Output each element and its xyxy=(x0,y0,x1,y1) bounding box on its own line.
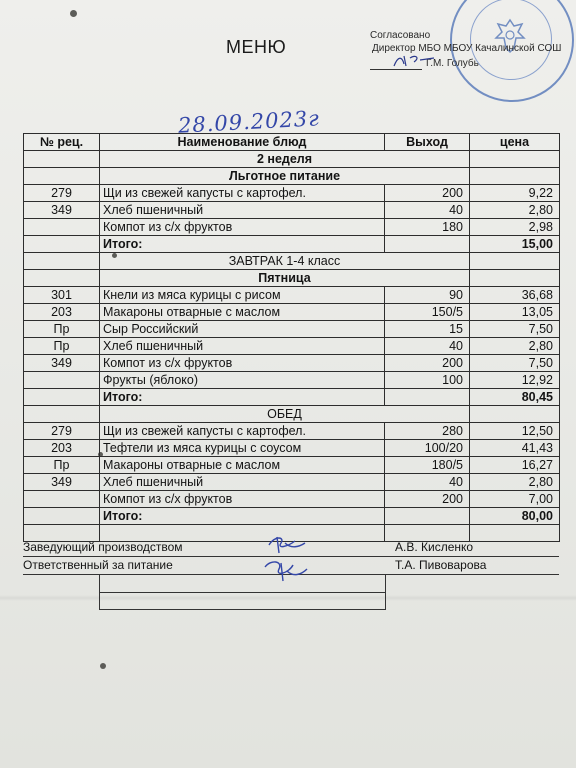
table-row xyxy=(24,185,560,202)
page-title: МЕНЮ xyxy=(226,37,287,57)
section-row xyxy=(24,270,560,287)
table-row xyxy=(24,338,560,355)
portion-size: 40 xyxy=(385,338,470,355)
portion-size: 280 xyxy=(385,423,470,440)
column-header-dish-name: Наименование блюд xyxy=(100,134,385,151)
total-row xyxy=(24,389,560,406)
portion-size: 40 xyxy=(385,474,470,491)
dish-price: 7,00 xyxy=(470,491,560,508)
section-title: Льготное питание xyxy=(100,168,470,185)
dish-price: 2,80 xyxy=(470,338,560,355)
empty-cell xyxy=(99,574,386,593)
dish-name: Фрукты (яблоко) xyxy=(100,372,385,389)
total-price: 80,00 xyxy=(470,508,560,525)
dish-name: Тефтели из мяса курицы с соусом xyxy=(100,440,385,457)
recipe-number: 349 xyxy=(24,355,100,372)
manager-label: Заведующий производством xyxy=(23,540,183,554)
director-handwritten-signature xyxy=(390,52,440,70)
table-row xyxy=(24,304,560,321)
dish-price: 13,05 xyxy=(470,304,560,321)
menu-date: 28.09.2023г xyxy=(177,106,321,138)
dish-name: Компот из с/х фруктов xyxy=(100,355,385,372)
director-name: Г.М. Голубь xyxy=(426,58,479,69)
portion-size xyxy=(385,236,470,253)
portion-size: 180 xyxy=(385,219,470,236)
responsible-name: Т.А. Пивоварова xyxy=(395,558,487,572)
approval-director: Директор МБО МБОУ Качалинской СОШ xyxy=(372,43,562,54)
recipe-number: 203 xyxy=(24,304,100,321)
portion-size: 100/20 xyxy=(385,440,470,457)
section-title: 2 неделя xyxy=(100,151,470,168)
recipe-number: 279 xyxy=(24,423,100,440)
row-number-cell xyxy=(24,406,100,423)
table-row xyxy=(24,287,560,304)
dish-price: 2,98 xyxy=(470,219,560,236)
table-row xyxy=(24,491,560,508)
table-row xyxy=(24,321,560,338)
row-number-cell xyxy=(24,236,100,253)
responsible-label: Ответственный за питание xyxy=(23,558,173,572)
dish-name: Компот из с/х фруктов xyxy=(100,491,385,508)
dish-price: 7,50 xyxy=(470,321,560,338)
table-row xyxy=(24,457,560,474)
column-header-price: цена xyxy=(470,134,560,151)
portion-size: 150/5 xyxy=(385,304,470,321)
dish-price: 2,80 xyxy=(470,202,560,219)
recipe-number: 279 xyxy=(24,185,100,202)
dish-price: 7,50 xyxy=(470,355,560,372)
total-price: 15,00 xyxy=(470,236,560,253)
table-row xyxy=(24,372,560,389)
price-cell xyxy=(470,270,560,287)
dish-price: 36,68 xyxy=(470,287,560,304)
total-price: 80,45 xyxy=(470,389,560,406)
punch-hole xyxy=(100,663,106,669)
recipe-number: 349 xyxy=(24,474,100,491)
row-number-cell xyxy=(24,270,100,287)
portion-size: 40 xyxy=(385,202,470,219)
recipe-number: Пр xyxy=(24,457,100,474)
table-row xyxy=(24,423,560,440)
section-title: ОБЕД xyxy=(100,406,470,423)
row-number-cell xyxy=(24,508,100,525)
dish-name: Макароны отварные с маслом xyxy=(100,304,385,321)
recipe-number: 349 xyxy=(24,202,100,219)
portion-size: 15 xyxy=(385,321,470,338)
portion-size: 200 xyxy=(385,355,470,372)
dish-name: Макароны отварные с маслом xyxy=(100,457,385,474)
punch-hole xyxy=(70,10,77,17)
price-cell xyxy=(470,253,560,270)
dish-price: 9,22 xyxy=(470,185,560,202)
table-row xyxy=(24,355,560,372)
dish-name: Компот из с/х фруктов xyxy=(100,219,385,236)
total-row xyxy=(24,508,560,525)
row-number-cell xyxy=(24,151,100,168)
dish-name: Сыр Российский xyxy=(100,321,385,338)
portion-size xyxy=(385,389,470,406)
section-title: ЗАВТРАК 1-4 класс xyxy=(100,253,470,270)
dish-name: Щи из свежей капусты с картофел. xyxy=(100,423,385,440)
recipe-number xyxy=(24,372,100,389)
table-row xyxy=(24,202,560,219)
menu-table-body xyxy=(24,151,560,542)
portion-size: 180/5 xyxy=(385,457,470,474)
column-header-recipe-number: № рец. xyxy=(24,134,100,151)
portion-size: 90 xyxy=(385,287,470,304)
dish-name: Кнели из мяса курицы с рисом xyxy=(100,287,385,304)
recipe-number: 203 xyxy=(24,440,100,457)
section-row xyxy=(24,406,560,423)
dish-name: Хлеб пшеничный xyxy=(100,474,385,491)
dish-price: 12,92 xyxy=(470,372,560,389)
dish-name: Щи из свежей капусты с картофел. xyxy=(100,185,385,202)
row-number-cell xyxy=(24,253,100,270)
total-label: Итого: xyxy=(100,389,385,406)
recipe-number: 301 xyxy=(24,287,100,304)
manager-name: А.В. Кисленко xyxy=(395,540,474,554)
dish-price: 12,50 xyxy=(470,423,560,440)
dish-price: 16,27 xyxy=(470,457,560,474)
column-header-portion: Выход xyxy=(385,134,470,151)
price-cell xyxy=(470,168,560,185)
recipe-number xyxy=(24,219,100,236)
dish-price: 2,80 xyxy=(470,474,560,491)
total-row xyxy=(24,236,560,253)
portion-size: 100 xyxy=(385,372,470,389)
empty-cell xyxy=(99,592,386,610)
section-row xyxy=(24,168,560,185)
recipe-number: Пр xyxy=(24,321,100,338)
dish-price: 41,43 xyxy=(470,440,560,457)
portion-size: 200 xyxy=(385,491,470,508)
total-label: Итого: xyxy=(100,508,385,525)
recipe-number xyxy=(24,491,100,508)
section-row xyxy=(24,253,560,270)
price-cell xyxy=(470,151,560,168)
menu-table xyxy=(23,133,560,542)
dish-name: Хлеб пшеничный xyxy=(100,202,385,219)
row-number-cell xyxy=(24,168,100,185)
table-row xyxy=(24,440,560,457)
handwritten-signatures xyxy=(255,533,315,585)
dish-name: Хлеб пшеничный xyxy=(100,338,385,355)
portion-size: 200 xyxy=(385,185,470,202)
section-title: Пятница xyxy=(100,270,470,287)
section-row xyxy=(24,151,560,168)
table-row xyxy=(24,474,560,491)
table-row xyxy=(24,219,560,236)
price-cell xyxy=(470,406,560,423)
approval-caption: Согласовано xyxy=(370,30,431,41)
table-header-row xyxy=(24,134,560,151)
row-number-cell xyxy=(24,389,100,406)
total-label: Итого: xyxy=(100,236,385,253)
portion-size xyxy=(385,508,470,525)
recipe-number: Пр xyxy=(24,338,100,355)
